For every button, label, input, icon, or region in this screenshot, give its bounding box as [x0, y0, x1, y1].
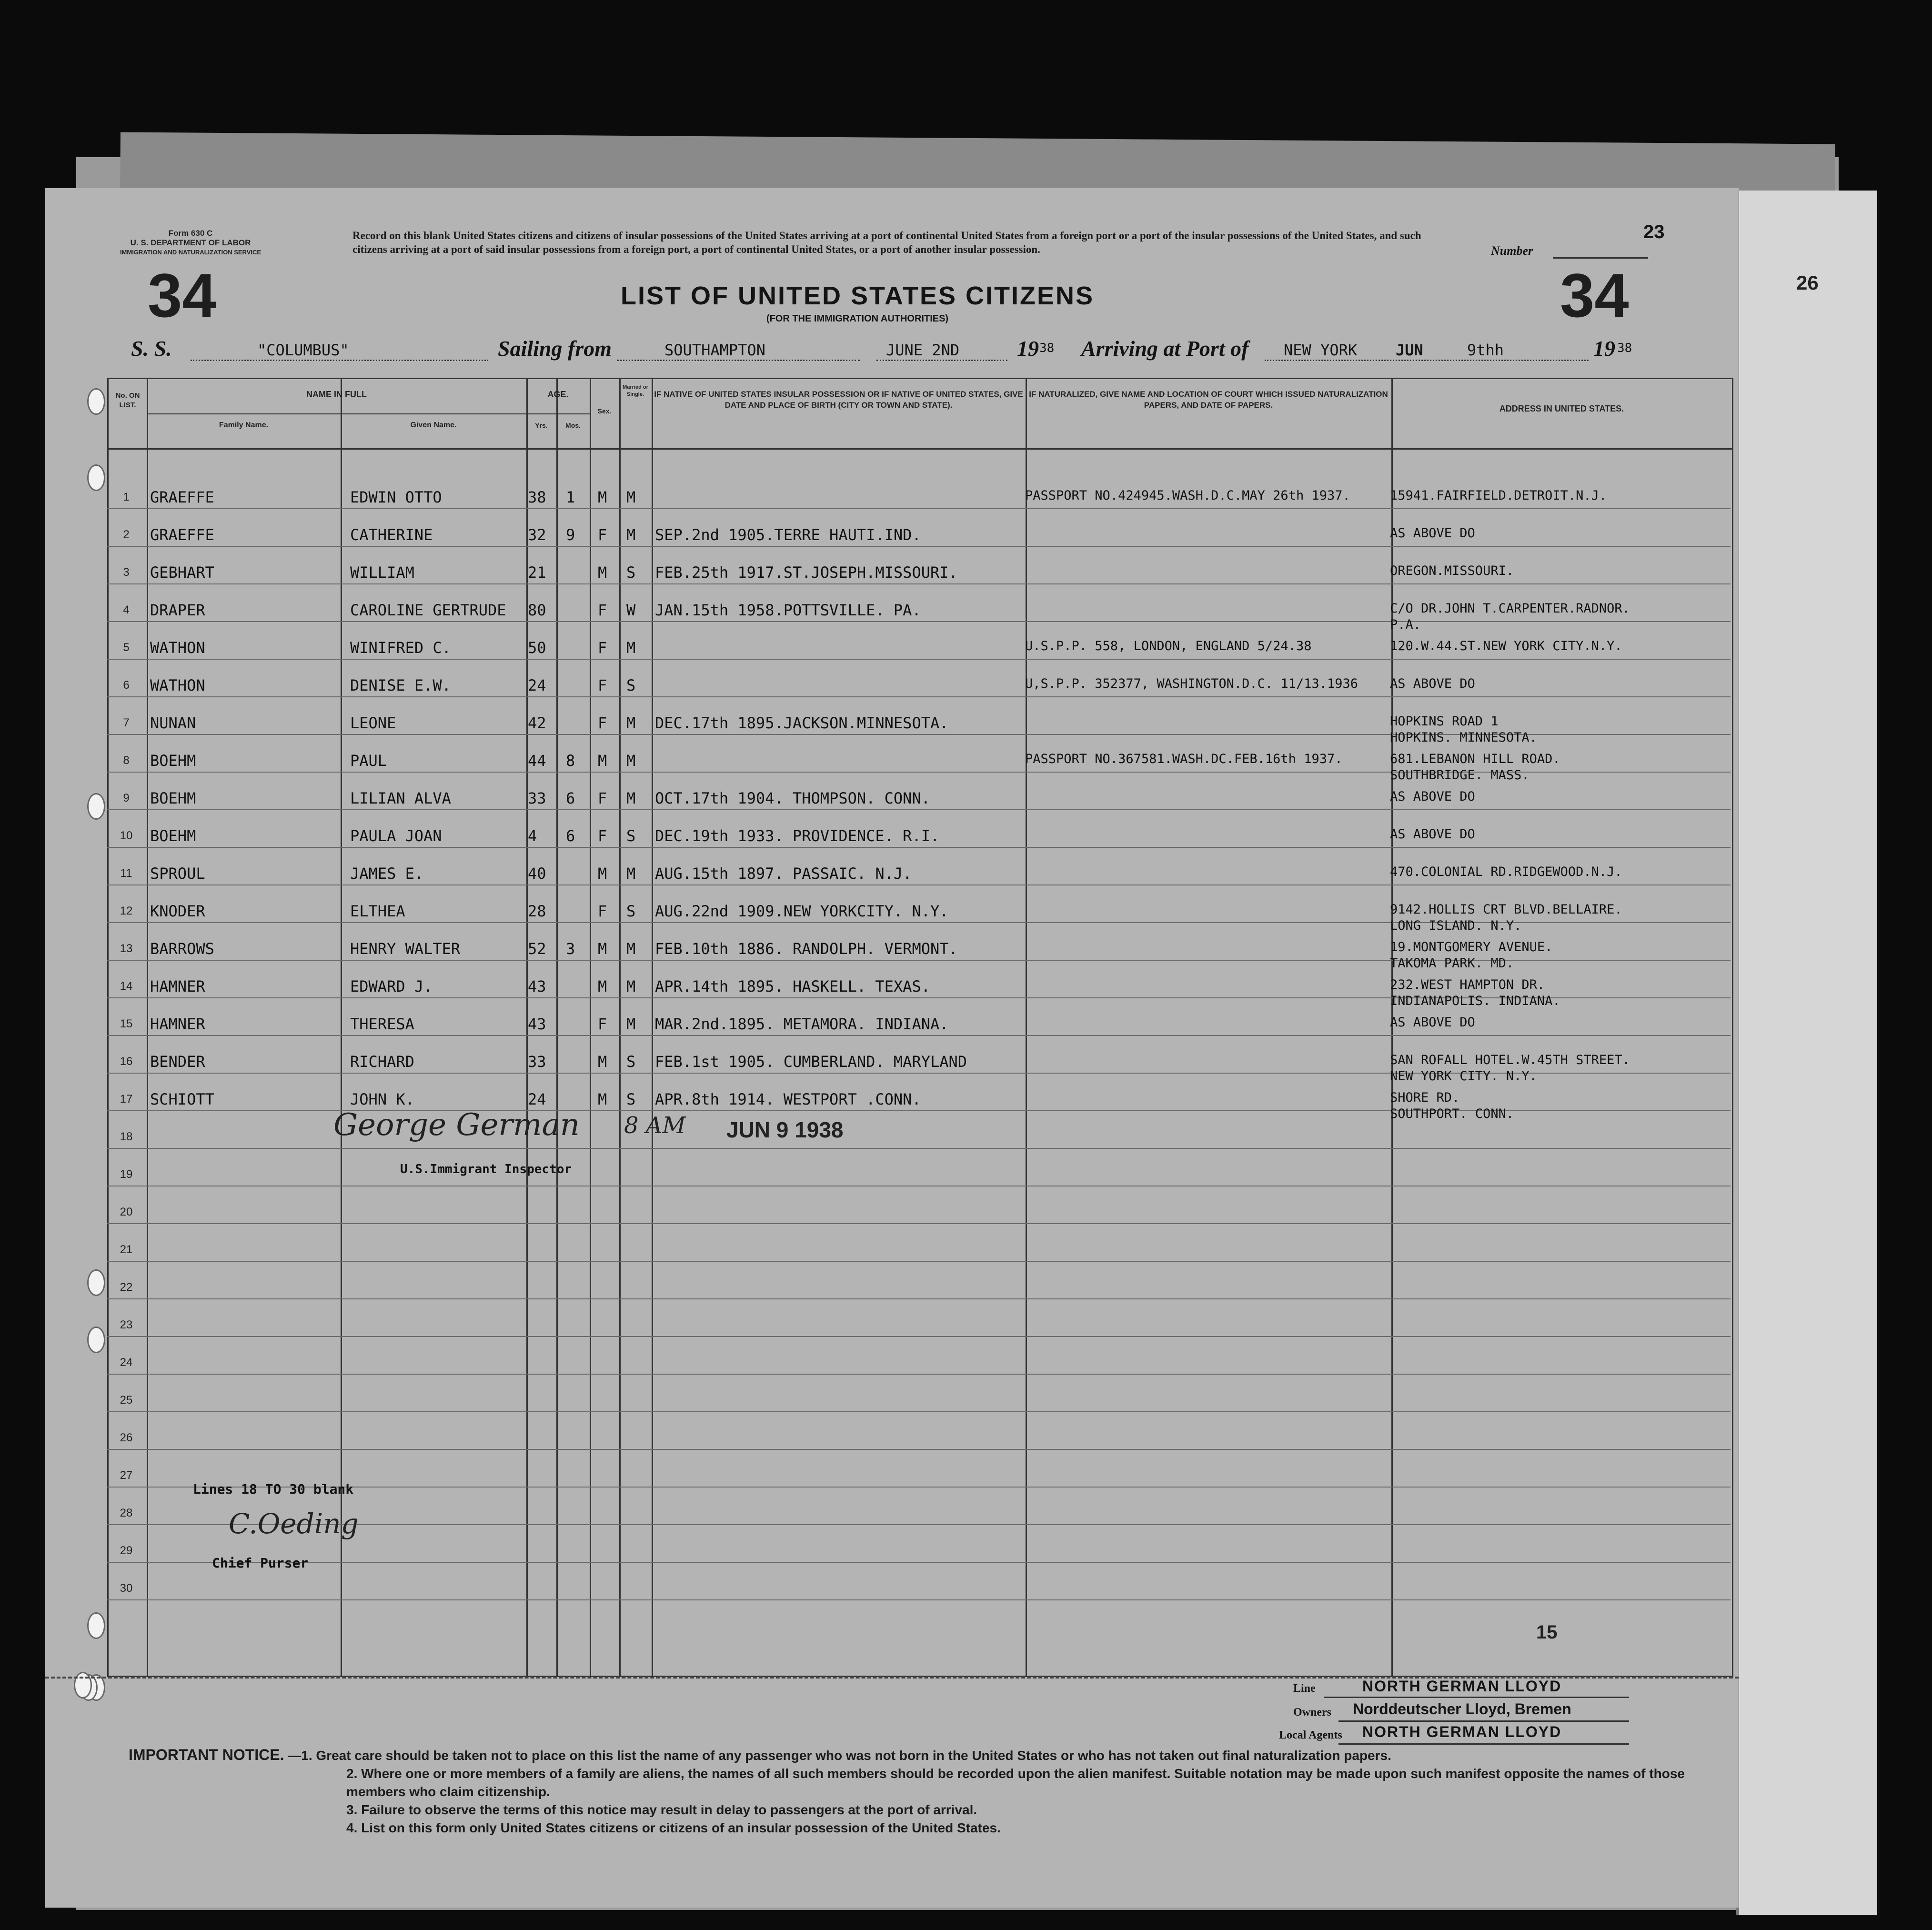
col-native-header: IF NATIVE OF UNITED STATES INSULAR POSSESSION OR IF NATIVE OF UNITED STATES, GIVE DATE AND PLACE OF BIRTH (CITY OR TOWN AND STATE). — [654, 390, 1023, 410]
family-name: WATHON — [150, 676, 205, 694]
birth-info: DEC.19th 1933. PROVIDENCE. R.I. — [655, 827, 940, 845]
given-name: JAMES E. — [350, 864, 424, 883]
row-rule — [107, 1223, 1731, 1224]
form-number: Form 630 C — [168, 229, 213, 238]
col-divider — [652, 379, 653, 1676]
number-line — [1553, 257, 1648, 259]
row-rule — [107, 1336, 1731, 1337]
header-bottom-rule — [109, 448, 1732, 450]
row-number: 20 — [120, 1206, 133, 1218]
address-line-2: INDIANAPOLIS. INDIANA. — [1390, 994, 1560, 1008]
sailing-date: JUNE 2ND — [886, 341, 960, 359]
family-name: BENDER — [150, 1053, 205, 1071]
given-name: WILLIAM — [350, 563, 414, 582]
address-line-2: P.A. — [1390, 617, 1421, 632]
address-line-2: SOUTHBRIDGE. MASS. — [1390, 768, 1530, 783]
age-years: 33 — [528, 1053, 546, 1071]
row-number: 19 — [120, 1168, 133, 1181]
given-name: ELTHEA — [350, 902, 405, 920]
row-number: 15 — [120, 1017, 133, 1030]
age-months: 1 — [566, 488, 575, 506]
row-rule — [107, 1411, 1731, 1412]
row-number: 13 — [120, 942, 133, 955]
header-subrule — [147, 413, 590, 414]
row-rule — [107, 1374, 1731, 1375]
address-line-1: AS ABOVE DO — [1390, 789, 1475, 804]
given-name: LILIAN ALVA — [350, 789, 451, 807]
sex: F — [598, 526, 607, 544]
inspector-time: 8 AM — [624, 1112, 686, 1139]
given-name: RICHARD — [350, 1053, 414, 1071]
agents-label: Local Agents — [1279, 1729, 1342, 1741]
marital-status: M — [626, 789, 636, 807]
list-number-right: 34 — [1560, 261, 1629, 330]
arrival-year: 38 — [1617, 341, 1632, 355]
address-line-1: 470.COLONIAL RD.RIDGEWOOD.N.J. — [1390, 864, 1622, 879]
row-number: 1 — [123, 491, 130, 503]
owners-label: Owners — [1293, 1706, 1331, 1719]
age-years: 28 — [528, 902, 546, 920]
list-number-left: 34 — [148, 261, 217, 330]
sex: F — [598, 902, 607, 920]
row-number: 7 — [123, 716, 130, 729]
row-rule — [107, 1599, 1731, 1600]
row-number: 30 — [120, 1582, 133, 1595]
notice-item-2: 2. Where one or more members of a family are aliens, the names of all such members should be recorded upon the alien manifest. Suitable notation may be made upon such manifest opposite the names of those members who claim citizenship. — [346, 1766, 1685, 1799]
row-rule — [107, 809, 1731, 810]
inspection-date-stamp: JUN 9 1938 — [726, 1117, 844, 1142]
line-value: NORTH GERMAN LLOYD — [1362, 1678, 1562, 1695]
family-name: HAMNER — [150, 1015, 205, 1033]
binder-hole — [74, 1672, 92, 1699]
birth-info: AUG.15th 1897. PASSAIC. N.J. — [655, 864, 912, 883]
row-number: 6 — [123, 679, 130, 692]
address-line-1: SAN ROFALL HOTEL.W.45TH STREET. — [1390, 1053, 1630, 1067]
page-count: 15 — [1536, 1622, 1558, 1643]
row-number: 21 — [120, 1243, 133, 1256]
age-months: 3 — [566, 940, 575, 958]
row-rule — [107, 1298, 1731, 1299]
address-line-1: 19.MONTGOMERY AVENUE. — [1390, 940, 1553, 955]
marital-status: M — [626, 977, 636, 995]
family-name: BOEHM — [150, 827, 196, 845]
row-number: 11 — [120, 867, 132, 880]
side-page — [1736, 191, 1877, 1915]
marital-status: M — [626, 1015, 636, 1033]
given-name: DENISE E.W. — [350, 676, 451, 694]
col-name-header: NAME IN FULL — [306, 390, 367, 399]
col-no-header: No. ON LIST. — [115, 392, 140, 409]
age-years: 80 — [528, 601, 546, 619]
sex: M — [598, 563, 607, 582]
family-name: GRAEFFE — [150, 488, 214, 506]
col-married-header: Married or Single. — [623, 384, 648, 397]
address-line-1: HOPKINS ROAD 1 — [1390, 714, 1499, 729]
row-number: 26 — [120, 1431, 133, 1444]
row-number: 4 — [123, 603, 130, 616]
age-months: 6 — [566, 789, 575, 807]
marital-status: S — [626, 676, 636, 694]
naturalization-info: PASSPORT NO.424945.WASH.D.C.MAY 26th 1937. — [1025, 488, 1350, 503]
binder-hole — [87, 1327, 105, 1353]
age-years: 40 — [528, 864, 546, 883]
birth-info: DEC.17th 1895.JACKSON.MINNESOTA. — [655, 714, 949, 732]
given-name: HENRY WALTER — [350, 940, 461, 958]
given-name: EDWARD J. — [350, 977, 433, 995]
arrival-day: 9thh — [1467, 341, 1504, 359]
row-number: 28 — [120, 1507, 133, 1519]
row-rule — [107, 847, 1731, 848]
address-line-1: 681.LEBANON HILL ROAD. — [1390, 752, 1560, 766]
notice-item-4: 4. List on this form only United States citizens or citizens of an insular possession of the United States. — [346, 1820, 1001, 1835]
birth-info: SEP.2nd 1905.TERRE HAUTI.IND. — [655, 526, 921, 544]
binder-hole — [87, 1612, 105, 1639]
page-subtitle: (FOR THE IMMIGRATION AUTHORITIES) — [766, 313, 949, 324]
family-name: WATHON — [150, 639, 205, 657]
given-name: CATHERINE — [350, 526, 433, 544]
family-name: DRAPER — [150, 601, 205, 619]
sex: M — [598, 1090, 607, 1108]
age-years: 44 — [528, 752, 546, 770]
given-name: THERESA — [350, 1015, 414, 1033]
age-years: 4 — [528, 827, 537, 845]
given-name: PAULA JOAN — [350, 827, 442, 845]
given-name: LEONE — [350, 714, 396, 732]
row-rule — [107, 546, 1731, 547]
row-rule — [107, 696, 1731, 697]
important-notice — [129, 1746, 1724, 1837]
marital-status: S — [626, 1090, 636, 1108]
given-name: WINIFRED C. — [350, 639, 451, 657]
address-line-1: C/O DR.JOHN T.CARPENTER.RADNOR. — [1390, 601, 1630, 616]
notice-item-3: 3. Failure to observe the terms of this notice may result in delay to passengers at the port of arrival. — [346, 1802, 977, 1817]
sex: F — [598, 676, 607, 694]
family-name: GEBHART — [150, 563, 214, 582]
lines-blank-note: Lines 18 TO 30 blank — [193, 1481, 354, 1497]
col-divider — [556, 379, 558, 1676]
family-name: BOEHM — [150, 752, 196, 770]
col-mos-header: Mos. — [565, 422, 581, 429]
row-number: 17 — [120, 1093, 133, 1106]
from-line — [617, 360, 860, 361]
address-line-2: NEW YORK CITY. N.Y. — [1390, 1069, 1537, 1084]
age-months: 8 — [566, 752, 575, 770]
marital-status: S — [626, 563, 636, 582]
age-years: 24 — [528, 676, 546, 694]
row-number: 12 — [120, 905, 133, 917]
sailing-year: 38 — [1039, 341, 1055, 355]
family-name: BOEHM — [150, 789, 196, 807]
col-divider — [147, 379, 148, 1676]
marital-status: M — [626, 864, 636, 883]
row-number: 3 — [123, 566, 130, 579]
row-rule — [107, 508, 1731, 509]
form-id — [86, 229, 295, 257]
family-name: SCHIOTT — [150, 1090, 214, 1108]
binder-hole — [87, 464, 105, 491]
family-name: BARROWS — [150, 940, 214, 958]
sailing-label: Sailing from — [498, 336, 612, 361]
given-name: CAROLINE GERTRUDE — [350, 601, 506, 619]
sex: M — [598, 752, 607, 770]
sex: F — [598, 639, 607, 657]
age-years: 52 — [528, 940, 546, 958]
age-years: 50 — [528, 639, 546, 657]
address-line-1: SHORE RD. — [1390, 1090, 1460, 1105]
row-number: 2 — [123, 528, 130, 541]
row-rule — [107, 1148, 1731, 1149]
marital-status: W — [626, 601, 636, 619]
family-name: NUNAN — [150, 714, 196, 732]
sex: F — [598, 827, 607, 845]
year-prefix: 19 — [1017, 336, 1039, 361]
port-line — [1265, 360, 1589, 361]
marital-status: S — [626, 1053, 636, 1071]
ss-label: S. S. — [131, 336, 172, 361]
marital-status: S — [626, 902, 636, 920]
family-name: KNODER — [150, 902, 205, 920]
age-years: 33 — [528, 789, 546, 807]
sex: M — [598, 940, 607, 958]
purser-title: Chief Purser — [212, 1555, 309, 1571]
age-months: 6 — [566, 827, 575, 845]
binder-hole — [87, 388, 105, 415]
sex: F — [598, 789, 607, 807]
family-name: HAMNER — [150, 977, 205, 995]
row-number: 22 — [120, 1281, 133, 1294]
address-line-1: AS ABOVE DO — [1390, 676, 1475, 691]
address-line-1: 232.WEST HAMPTON DR. — [1390, 977, 1545, 992]
sex: M — [598, 488, 607, 506]
row-number: 23 — [120, 1318, 133, 1331]
row-rule — [107, 1449, 1731, 1450]
from-port: SOUTHAMPTON — [664, 341, 765, 359]
line-underline — [1324, 1697, 1629, 1698]
number-label: Number — [1491, 244, 1533, 258]
arrival-year-prefix: 19 — [1593, 336, 1615, 361]
marital-status: M — [626, 639, 636, 657]
inspector-signature: George German — [333, 1107, 580, 1143]
row-number: 29 — [120, 1544, 133, 1557]
address-line-1: 120.W.44.ST.NEW YORK CITY.N.Y. — [1390, 639, 1622, 653]
given-name: EDWIN OTTO — [350, 488, 442, 506]
naturalization-info: U.S.P.P. 558, LONDON, ENGLAND 5/24.38 — [1025, 639, 1312, 653]
marital-status: M — [626, 526, 636, 544]
marital-status: M — [626, 488, 636, 506]
ship-line — [191, 360, 488, 361]
col-age-header: AGE. — [547, 390, 569, 399]
birth-info: APR.14th 1895. HASKELL. TEXAS. — [655, 977, 930, 995]
page-title: LIST OF UNITED STATES CITIZENS — [621, 281, 1094, 310]
birth-info: APR.8th 1914. WESTPORT .CONN. — [655, 1090, 921, 1108]
row-number: 16 — [120, 1055, 133, 1068]
date-line — [876, 360, 1007, 361]
notice-heading: IMPORTANT NOTICE. — [129, 1746, 284, 1763]
naturalization-info: PASSPORT NO.367581.WASH.DC.FEB.16th 1937. — [1025, 752, 1343, 766]
row-number: 27 — [120, 1469, 133, 1482]
address-line-1: AS ABOVE DO — [1390, 1015, 1475, 1030]
row-rule — [107, 583, 1731, 584]
side-page-number: 26 — [1796, 271, 1819, 294]
row-number: 5 — [123, 641, 130, 654]
address-line-1: AS ABOVE DO — [1390, 526, 1475, 541]
birth-info: JAN.15th 1958.POTTSVILLE. PA. — [655, 601, 921, 619]
row-number: 8 — [123, 754, 130, 767]
agents-value: NORTH GERMAN LLOYD — [1362, 1723, 1562, 1740]
intro-text: Record on this blank United States citizens and citizens of insular possessions of the United States arriving at a port of continental United States from a foreign port or a port of the insular possessions of the United States, and such citizens arriving at a port of said insular possessions from a foreign port, a port of continental United States, or a port of another insular possession. — [352, 230, 1421, 255]
col-divider — [1026, 379, 1027, 1676]
binder-hole — [87, 793, 105, 820]
inspector-title: U.S.Immigrant Inspector — [400, 1162, 572, 1176]
col-address-header: ADDRESS IN UNITED STATES. — [1499, 404, 1624, 413]
ship-name: "COLUMBUS" — [257, 341, 349, 359]
address-line-1: 9142.HOLLIS CRT BLVD.BELLAIRE. — [1390, 902, 1622, 917]
number-value: 23 — [1643, 221, 1665, 242]
owners-underline — [1338, 1720, 1629, 1722]
sex: M — [598, 977, 607, 995]
age-years: 38 — [528, 488, 546, 506]
agents-underline — [1338, 1743, 1629, 1745]
arrival-month: JUN — [1396, 341, 1423, 359]
marital-status: M — [626, 752, 636, 770]
col-divider — [619, 379, 621, 1676]
age-years: 43 — [528, 977, 546, 995]
age-years: 24 — [528, 1090, 546, 1108]
sex: M — [598, 864, 607, 883]
purser-signature: C.Oeding — [229, 1508, 359, 1540]
col-family-header: Family Name. — [219, 421, 269, 429]
row-number: 25 — [120, 1394, 133, 1407]
age-years: 42 — [528, 714, 546, 732]
row-rule — [107, 1035, 1731, 1036]
birth-info: FEB.1st 1905. CUMBERLAND. MARYLAND — [655, 1053, 967, 1071]
birth-info: FEB.10th 1886. RANDOLPH. VERMONT. — [655, 940, 958, 958]
notice-item-1: —1. Great care should be taken not to place on this list the name of any passenger who was not born in the United States or who has not taken out final naturalization papers. — [288, 1748, 1391, 1763]
address-line-1: OREGON.MISSOURI. — [1390, 563, 1514, 578]
row-rule — [107, 1261, 1731, 1262]
address-line-2: TAKOMA PARK. MD. — [1390, 956, 1514, 971]
col-naturalized-header: IF NATURALIZED, GIVE NAME AND LOCATION OF COURT WHICH ISSUED NATURALIZATION PAPERS, AND DATE OF PAPERS. — [1029, 390, 1388, 410]
marital-status: M — [626, 714, 636, 732]
sex: F — [598, 601, 607, 619]
binder-hole — [87, 1269, 105, 1296]
address-line-2: HOPKINS. MINNESOTA. — [1390, 730, 1537, 745]
birth-info: AUG.22nd 1909.NEW YORKCITY. N.Y. — [655, 902, 949, 920]
col-given-header: Given Name. — [410, 421, 457, 429]
naturalization-info: U,S.P.P. 352377, WASHINGTON.D.C. 11/13.1936 — [1025, 676, 1358, 691]
arriving-label: Arriving at Port of — [1081, 336, 1249, 361]
age-years: 32 — [528, 526, 546, 544]
sex: F — [598, 1015, 607, 1033]
owners-value: Norddeutscher Lloyd, Bremen — [1353, 1700, 1571, 1718]
col-divider — [590, 379, 591, 1676]
row-number: 14 — [120, 980, 133, 993]
marital-status: M — [626, 940, 636, 958]
family-name: SPROUL — [150, 864, 205, 883]
birth-info: OCT.17th 1904. THOMPSON. CONN. — [655, 789, 930, 807]
sex: M — [598, 1053, 607, 1071]
row-rule — [107, 621, 1731, 622]
marital-status: S — [626, 827, 636, 845]
sex: F — [598, 714, 607, 732]
col-yrs-header: Yrs. — [535, 422, 548, 429]
row-number: 18 — [120, 1130, 133, 1143]
birth-info: MAR.2nd.1895. METAMORA. INDIANA. — [655, 1015, 949, 1033]
family-name: GRAEFFE — [150, 526, 214, 544]
birth-info: FEB.25th 1917.ST.JOSEPH.MISSOURI. — [655, 563, 958, 582]
department: U. S. DEPARTMENT OF LABOR — [130, 238, 251, 247]
address-line-2: LONG ISLAND. N.Y. — [1390, 918, 1522, 933]
service: IMMIGRATION AND NATURALIZATION SERVICE — [120, 249, 262, 256]
address-line-2: SOUTHPORT. CONN. — [1390, 1106, 1514, 1121]
address-line-1: 15941.FAIRFIELD.DETROIT.N.J. — [1390, 488, 1607, 503]
line-label: Line — [1293, 1682, 1316, 1695]
row-number: 9 — [123, 792, 130, 804]
arrival-port: NEW YORK — [1284, 341, 1358, 359]
address-line-1: AS ABOVE DO — [1390, 827, 1475, 842]
given-name: PAUL — [350, 752, 387, 770]
col-sex-header: Sex. — [597, 407, 612, 415]
given-name: JOHN K. — [350, 1090, 414, 1108]
row-number: 10 — [120, 829, 133, 842]
age-years: 21 — [528, 563, 546, 582]
age-years: 43 — [528, 1015, 546, 1033]
row-number: 24 — [120, 1356, 133, 1369]
age-months: 9 — [566, 526, 575, 544]
row-rule — [107, 1562, 1731, 1563]
row-rule — [107, 659, 1731, 660]
